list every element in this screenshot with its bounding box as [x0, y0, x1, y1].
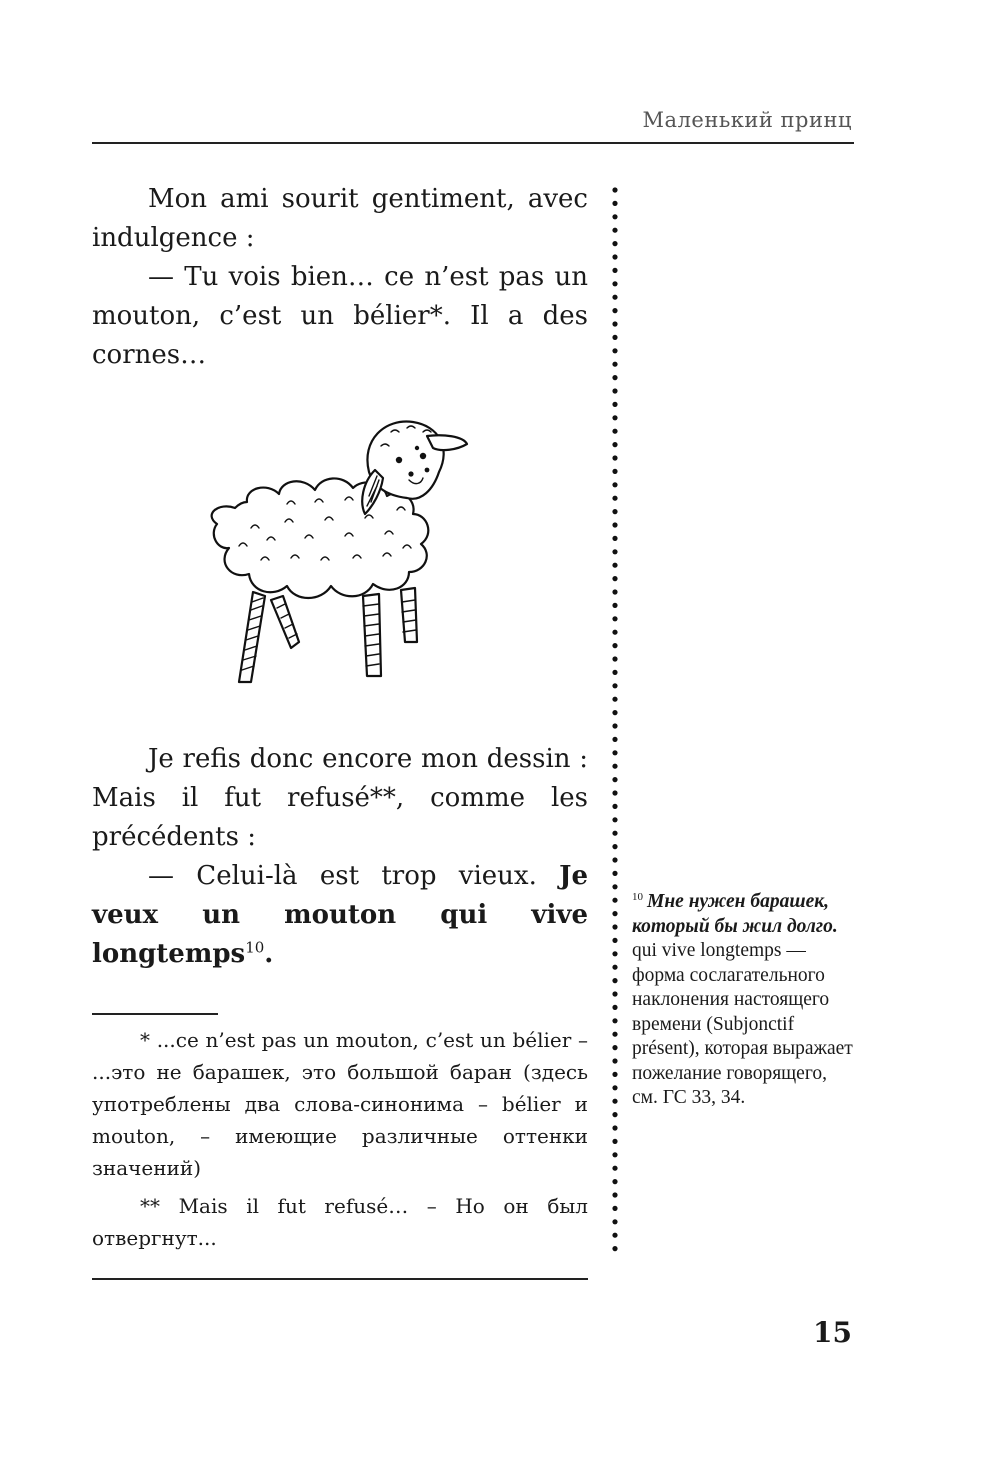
divider-dot: [612, 737, 617, 742]
divider-dot: [612, 1125, 617, 1130]
divider-dot: [612, 898, 617, 903]
divider-dot: [612, 348, 617, 353]
divider-dot: [612, 362, 617, 367]
footnote-star: * ...ce n’est pas un mouton, c’est un bélier – ...это не барашек, это большой баран (здесь употреблены два слова-синонима – bélier и mouton, – имеющие различные оттенки значений): [92, 1028, 588, 1180]
divider-dot: [612, 254, 617, 259]
divider-dot: [612, 871, 617, 876]
footnote-separator: [92, 1013, 218, 1015]
page-number: 15: [813, 1316, 852, 1349]
divider-dot: [612, 710, 617, 715]
divider-dot: [612, 603, 617, 608]
divider-dot: [612, 804, 617, 809]
divider-dot: [612, 522, 617, 527]
divider-dot: [612, 831, 617, 836]
divider-dot: [612, 1233, 617, 1238]
dotted-column-divider: [611, 186, 619, 1256]
footnotes-bottom-rule: [92, 1278, 588, 1280]
footnotes: [92, 1024, 588, 1260]
divider-dot: [612, 670, 617, 675]
divider-dot: [612, 1179, 617, 1184]
header-rule: [92, 142, 854, 144]
divider-dot: [612, 616, 617, 621]
divider-dot: [612, 1219, 617, 1224]
divider-dot: [612, 750, 617, 755]
divider-dot: [612, 1206, 617, 1211]
divider-dot: [612, 308, 617, 313]
divider-dot: [612, 496, 617, 501]
ram-ear-right: [427, 435, 467, 450]
sidenote-body: qui vive longtemps — форма сослагательного наклонения настоящего времени (Subjonctif présent), которая выражает пожелание говорящего, см. ГС 33, 34.: [632, 940, 853, 1108]
running-title: Маленький принц: [642, 108, 852, 132]
divider-dot: [612, 884, 617, 889]
paragraph-4-regular: — Celui-là est trop vieux.: [148, 861, 560, 891]
divider-dot: [612, 509, 617, 514]
ram-eye-left: [396, 457, 402, 463]
divider-dot: [612, 576, 617, 581]
divider-dot: [612, 764, 617, 769]
divider-dot: [612, 589, 617, 594]
divider-dot: [612, 1085, 617, 1090]
ram-illustration: [195, 410, 485, 700]
divider-dot: [612, 241, 617, 246]
divider-dot: [612, 697, 617, 702]
divider-dot: [612, 321, 617, 326]
divider-dot: [612, 656, 617, 661]
divider-dot: [612, 388, 617, 393]
divider-dot: [612, 790, 617, 795]
divider-dot: [612, 201, 617, 206]
footnote-double-star: ** Mais il fut refusé… – Но он был отвергнут...: [92, 1194, 588, 1250]
divider-dot: [612, 402, 617, 407]
divider-dot: [612, 991, 617, 996]
divider-dot: [612, 1005, 617, 1010]
divider-dot: [612, 1072, 617, 1077]
footnote-ref-10[interactable]: 10: [245, 938, 265, 957]
divider-dot: [612, 268, 617, 273]
divider-dot: [612, 1045, 617, 1050]
sidenote: [632, 890, 854, 1111]
divider-dot: [612, 1192, 617, 1197]
divider-dot: [612, 1058, 617, 1063]
ram-leg-front-right: [401, 588, 417, 642]
sidenote-title: Мне нужен барашек, который бы жил долго.: [632, 891, 838, 937]
divider-dot: [612, 536, 617, 541]
divider-dot: [612, 844, 617, 849]
divider-dot: [612, 563, 617, 568]
divider-dot: [612, 442, 617, 447]
paragraph-2: — Tu vois bien… ce n’est pas un mouton, c’est un bélier*. Il a des cornes…: [92, 262, 588, 370]
divider-dot: [612, 723, 617, 728]
paragraph-4-bold: Je veux un mouton qui vive longtemps: [92, 861, 588, 969]
divider-dot: [612, 549, 617, 554]
divider-dot: [612, 1166, 617, 1171]
ram-leg-back-left: [239, 592, 265, 682]
divider-dot: [612, 187, 617, 192]
divider-dot: [612, 643, 617, 648]
divider-dot: [612, 951, 617, 956]
paragraph-1: Mon ami sourit gentiment, avec indulgence :: [92, 184, 588, 253]
divider-dot: [612, 214, 617, 219]
divider-dot: [612, 482, 617, 487]
divider-dot: [612, 469, 617, 474]
divider-dot: [612, 1152, 617, 1157]
paragraph-3: Je refis donc encore mon dessin : Mais il fut refusé**, comme les précédents :: [92, 744, 588, 852]
main-text-bottom: [92, 740, 588, 974]
divider-dot: [612, 630, 617, 635]
divider-dot: [612, 1099, 617, 1104]
divider-dot: [612, 683, 617, 688]
divider-dot: [612, 295, 617, 300]
divider-dot: [612, 857, 617, 862]
divider-dot: [612, 375, 617, 380]
divider-dot: [612, 911, 617, 916]
divider-dot: [612, 1246, 617, 1251]
divider-dot: [612, 429, 617, 434]
divider-dot: [612, 1139, 617, 1144]
divider-dot: [612, 1018, 617, 1023]
divider-dot: [612, 938, 617, 943]
divider-dot: [612, 978, 617, 983]
divider-dot: [612, 1032, 617, 1037]
paragraph-4-end: .: [264, 939, 274, 969]
divider-dot: [612, 777, 617, 782]
divider-dot: [612, 228, 617, 233]
divider-dot: [612, 415, 617, 420]
divider-dot: [612, 965, 617, 970]
main-text-top: [92, 180, 588, 375]
divider-dot: [612, 281, 617, 286]
ram-eye-right: [420, 453, 426, 459]
sidenote-ref: 10: [632, 890, 643, 903]
paragraph-4: [92, 857, 588, 974]
divider-dot: [612, 924, 617, 929]
divider-dot: [612, 817, 617, 822]
divider-dot: [612, 455, 617, 460]
divider-dot: [612, 1112, 617, 1117]
divider-dot: [612, 335, 617, 340]
